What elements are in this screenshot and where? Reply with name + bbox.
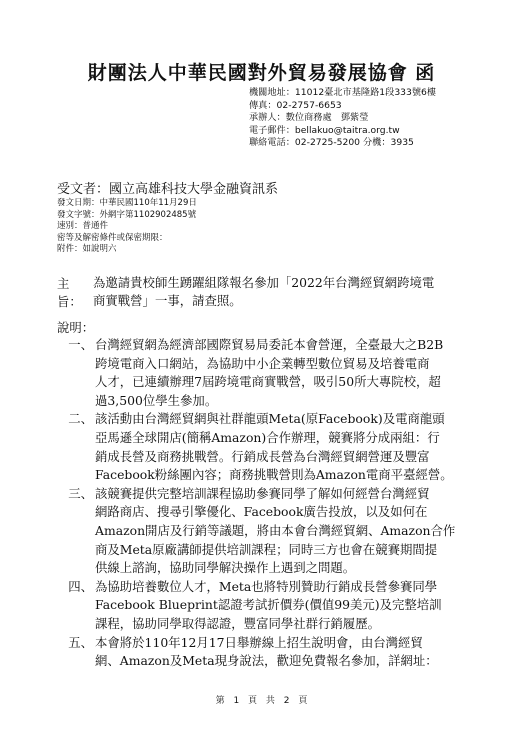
document-number: 發文字號：外網字第1102902485號 (57, 209, 197, 220)
explanation-list (57, 336, 507, 671)
document-meta (57, 198, 477, 256)
item-line: 該競賽提供完整培訓課程協助參賽同學了解如何經營台灣經貿 (95, 485, 430, 501)
item-text (95, 410, 495, 484)
subject-section (57, 274, 497, 310)
item-text (95, 336, 495, 410)
subject-text (93, 274, 493, 310)
explanation-item (57, 634, 507, 671)
item-line: 課程，協助同學取得認證，豐富同學社群行銷履歷。 (95, 615, 380, 631)
item-text (95, 578, 495, 634)
sender-contact: 承辦人：數位商務處 鄧紫瑩 (249, 112, 369, 124)
item-line: 網路商店、搜尋引擎優化、Facebook廣告投放，以及如何在 (95, 504, 428, 520)
item-line: 供線上諮詢，協助同學解決操作上遇到之問題。 (95, 560, 356, 576)
item-number: 五、 (68, 634, 93, 650)
item-line: 跨境電商入口網站，為協助中小企業轉型數位貿易及培養電商 (95, 355, 430, 371)
item-text (95, 485, 495, 578)
item-number: 二、 (68, 411, 93, 427)
issue-date: 發文日期：中華民國110年11月29日 (57, 198, 197, 208)
item-line: 為協助培養數位人才，Meta也將特別贊助行銷成長營參賽同學 (95, 578, 438, 594)
delivery-speed: 速別：普通件 (57, 221, 109, 232)
item-line: 亞馬遜全球開店(簡稱Amazon)合作辦理，競賽將分成兩組：行 (95, 429, 440, 445)
sender-info-block (249, 87, 517, 150)
explanation-item (57, 578, 507, 634)
sender-phone: 聯絡電話：02-2725-5200 分機：3935 (249, 137, 414, 149)
item-text (95, 634, 495, 671)
explanation-item (57, 485, 507, 578)
item-number: 四、 (68, 578, 93, 594)
recipient-line: 受文者：國立高雄科技大學金融資訊系 (57, 182, 279, 197)
item-line: 過3,500位學生參加。 (95, 392, 218, 408)
document-title: 財團法人中華民國對外貿易發展協會 函 (87, 62, 436, 84)
explanation-label: 說明： (57, 320, 95, 335)
subject-line: 為邀請貴校師生踴躍組隊報名參加「2022年台灣經貿網跨境電 (93, 275, 435, 290)
item-line: 網、Amazon及Meta現身說法，歡迎免費報名參加，詳網址： (95, 653, 438, 669)
explanation-item (57, 410, 507, 484)
subject-line: 商實戰營」一事，請查照。 (93, 293, 242, 308)
sender-address: 機關地址：11012臺北市基隆路1段333號6樓 (249, 87, 437, 98)
item-line: 本會將於110年12月17日舉辦線上招生說明會，由台灣經貿 (95, 634, 423, 650)
security-level: 密等及解密條件或保密期限： (57, 232, 168, 243)
page-footer: 第 1 頁 共 2 頁 (215, 696, 308, 706)
item-number: 三、 (68, 485, 93, 501)
sender-fax: 傳真：02-2757-6653 (249, 99, 342, 111)
item-line: Facebook Blueprint認證考試折價券(價值99美元)及完整培訓 (95, 597, 442, 613)
item-number: 一、 (68, 337, 93, 352)
attachment-info: 附件：如說明六 (57, 244, 117, 255)
item-line: 台灣經貿網為經濟部國際貿易局委託本會營運，全臺最大之B2B (95, 337, 444, 352)
explanation-item (57, 336, 507, 410)
item-line: Facebook粉絲團內容；商務挑戰營則為Amazon電商平臺經營。 (95, 467, 453, 483)
item-line: 人才，已連續辦理7屆跨境電商實戰營，吸引50所大專院校，超 (95, 374, 441, 390)
sender-email: 電子郵件：bellakuo@taitra.org.tw (249, 124, 400, 136)
item-line: 銷成長營及商務挑戰營。行銷成長營為台灣經貿網營運及豐富 (95, 448, 430, 464)
item-line: 商及Meta原廠講師提供培訓課程；同時三方也會在競賽期間提 (95, 541, 438, 557)
item-line: Amazon開店及行銷等議題，將由本會台灣經貿網、Amazon合作 (95, 522, 456, 538)
item-line: 該活動由台灣經貿網與社群龍頭Meta(原Facebook)及電商龍頭 (95, 411, 445, 427)
subject-label: 主旨： (57, 276, 82, 309)
